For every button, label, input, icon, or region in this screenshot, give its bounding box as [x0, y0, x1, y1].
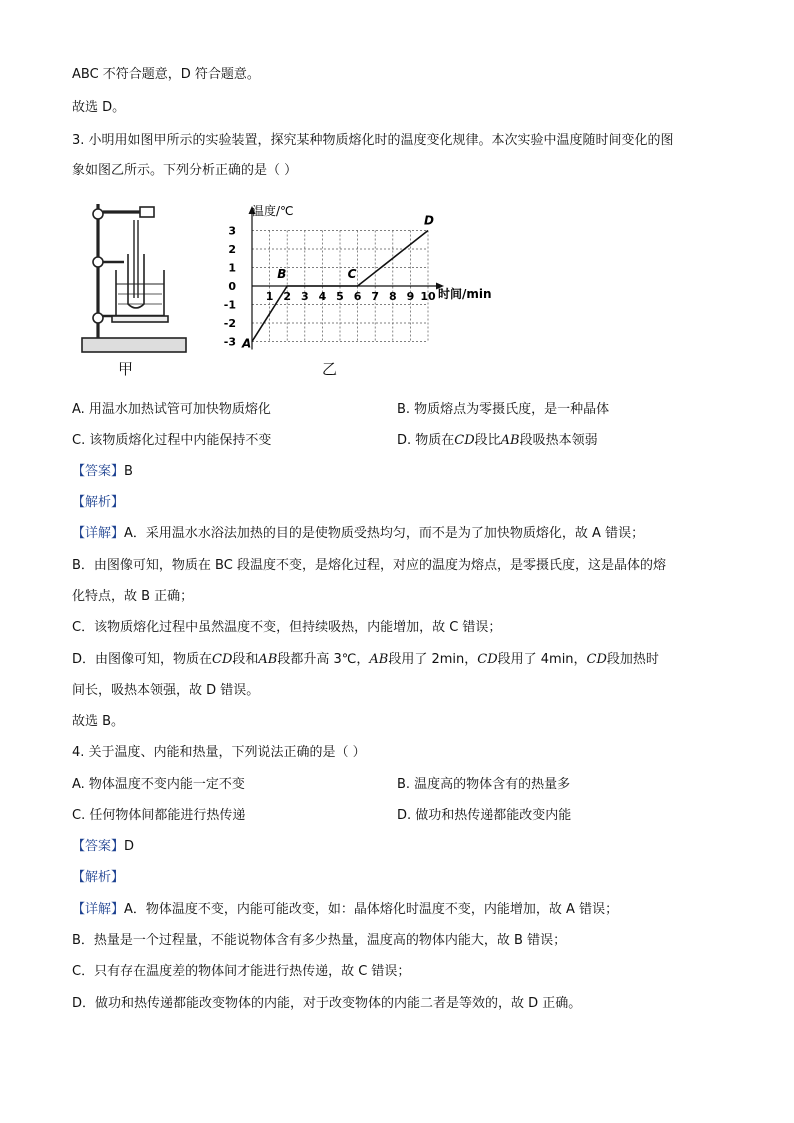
conclusion: 故选 B。 — [72, 714, 125, 729]
q4-detail-c: C．只有存在温度差的物体间才能进行热传递，故 C 错误； — [72, 964, 411, 979]
segment-ab: AB — [500, 433, 520, 448]
figure-label-yi: 乙 — [322, 360, 338, 378]
figure-label-jia: 甲 — [118, 360, 134, 378]
temperature-time-chart — [222, 198, 502, 384]
detail-b: B．由图像可知，物质在 BC 段温度不变，是熔化过程，对应的温度为熔点，是零摄氏度，这是晶体的熔 — [72, 558, 666, 573]
x-tick-label: 3 — [300, 290, 309, 303]
detail-d-cont: 间长，吸热本领强，故 D 错误。 — [72, 683, 260, 698]
detail-b-cont: 化特点，故 B 正确； — [72, 589, 194, 604]
q4-detail-d: D．做功和热传递都能改变物体的内能，对于改变物体的内能二者是等效的，故 D 正确。 — [72, 996, 582, 1011]
q4-detail-a: 【详解】A．物体温度不变，内能可能改变，如：晶体熔化时温度不变，内能增加，故 A 错误； — [72, 902, 619, 917]
q4-detail-b: B．热量是一个过程量，不能说物体含有多少热量，温度高的物体内能大，故 B 错误； — [72, 933, 567, 948]
y-tick-label: -1 — [223, 298, 236, 312]
y-tick-label: -2 — [223, 317, 236, 330]
q4-option-b: B. 温度高的物体含有的热量多 — [397, 777, 571, 792]
x-tick-label: 6 — [353, 290, 362, 303]
option-d-text: 段吸热本领弱 — [519, 433, 598, 448]
analysis-tag: 【解析】 — [72, 495, 125, 510]
q4-answer-line: 【答案】D — [72, 839, 135, 854]
x-tick-label: 5 — [336, 290, 344, 303]
q4-option-d: D. 做功和热传递都能改变内能 — [397, 808, 572, 823]
y-tick-label: 1 — [228, 261, 236, 275]
x-tick-label: 2 — [283, 290, 292, 303]
y-tick-label: 3 — [228, 224, 236, 238]
option-d-text: 段比 — [474, 433, 501, 448]
question-3-stem-cont: 象如图乙所示。下列分析正确的是（ ） — [72, 163, 298, 178]
point-label-d: D — [424, 213, 434, 228]
point-label-a: A — [242, 336, 252, 351]
detail-d: D．由图像可知，物质在CD段和AB段都升高 3℃，AB段用了 2min，CD段用了 4min，CD段加热时 — [72, 652, 659, 667]
x-tick-label: 7 — [371, 290, 380, 303]
option-d — [397, 432, 598, 450]
q4-analysis-tag: 【解析】 — [72, 870, 125, 885]
option-a: A. 用温水加热试管可加快物质熔化 — [72, 402, 271, 417]
detail-c: C．该物质熔化过程中虽然温度不变，但持续吸热，内能增加，故 C 错误； — [72, 620, 502, 635]
answer-line — [72, 463, 133, 481]
chart-marks — [241, 214, 434, 351]
chart-axes — [224, 206, 444, 350]
segment-cd: CD — [454, 433, 475, 448]
y-tick-label: 2 — [228, 243, 236, 256]
text-line: ABC 不符合题意，D 符合题意。 — [72, 67, 260, 82]
answer-value: B — [124, 464, 133, 479]
x-tick-label: 9 — [406, 290, 415, 303]
y-tick-label: -3 — [223, 335, 236, 349]
x-tick-label: 10 — [420, 290, 436, 303]
question-3-stem: 3. 小明用如图甲所示的实验装置，探究某种物质熔化时的温度变化规律。本次实验中温度随时间变化的图 — [72, 133, 674, 148]
x-tick-label: 8 — [388, 290, 397, 303]
q4-option-a: A. 物体温度不变内能一定不变 — [72, 777, 245, 792]
q4-option-c: C. 任何物体间都能进行热传递 — [72, 808, 246, 823]
answer-tag: 【答案】 — [72, 464, 125, 479]
y-tick-label: 0 — [228, 280, 236, 293]
question-4-stem: 4. 关于温度、内能和热量，下列说法正确的是（ ） — [72, 745, 366, 760]
y-axis-label: 温度/℃ — [252, 204, 294, 218]
option-c: C. 该物质熔化过程中内能保持不变 — [72, 433, 272, 448]
point-label-c: C — [347, 267, 357, 281]
x-axis-label: 时间/min — [438, 287, 492, 301]
x-tick-label: 4 — [318, 290, 327, 303]
x-tick-label: 1 — [265, 290, 274, 303]
option-d-text: D. 物质在 — [397, 433, 455, 448]
text-line: 故选 D。 — [72, 100, 126, 115]
point-label-b: B — [277, 267, 287, 281]
detail-a: 【详解】A．采用温水水浴法加热的目的是使物质受热均匀，而不是为了加快物质熔化，故 A 错误； — [72, 526, 645, 541]
option-b: B. 物质熔点为零摄氏度，是一种晶体 — [397, 402, 610, 417]
apparatus-figure — [78, 198, 188, 376]
